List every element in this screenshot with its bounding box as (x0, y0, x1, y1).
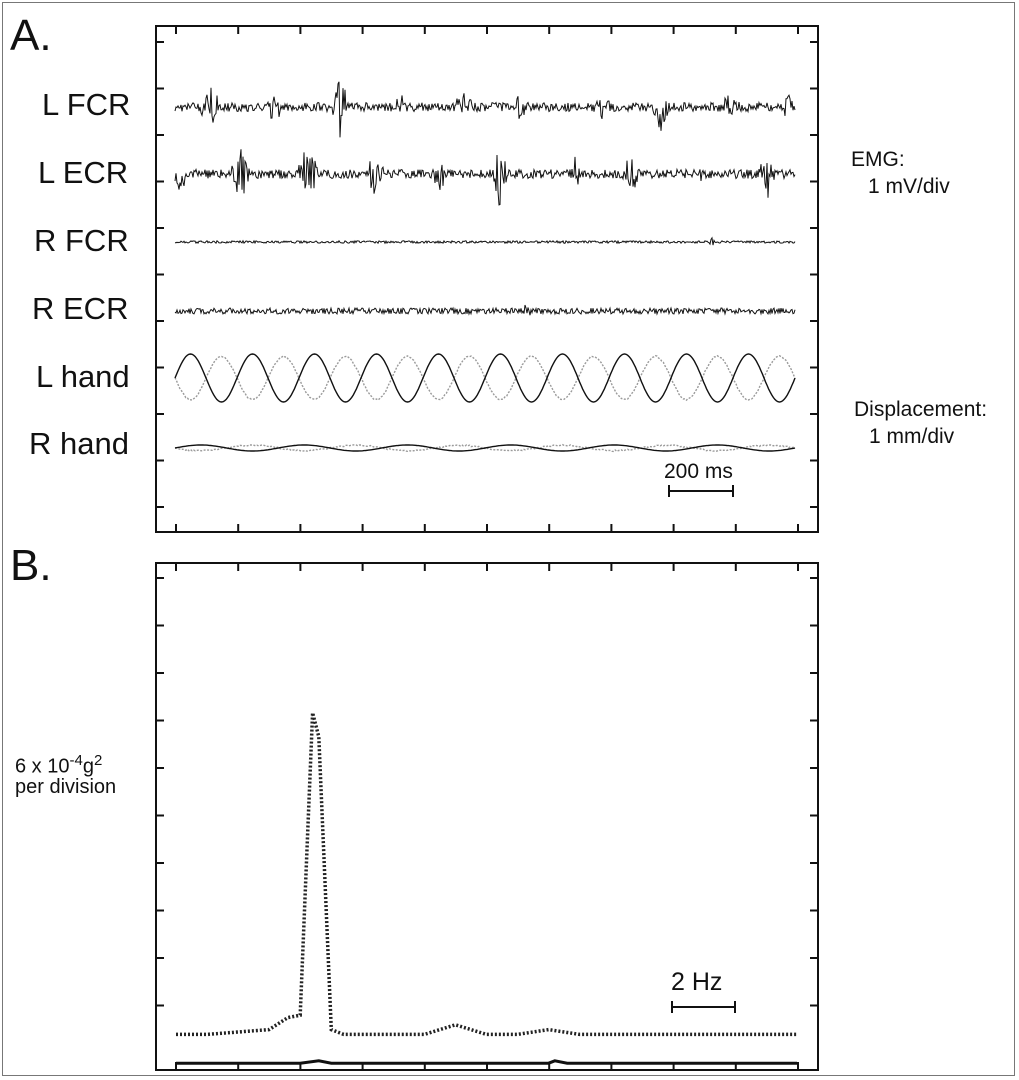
time-scalebar-label: 200 ms (664, 460, 733, 483)
trace-l-fcr (175, 82, 795, 138)
displacement-scale-value: 1 mm/div (869, 425, 955, 448)
series-baseline (176, 1061, 797, 1063)
trace-label-l-ecr: L ECR (38, 155, 129, 190)
trace-label-r-ecr: R ECR (32, 291, 129, 326)
trace-l-ecr (175, 149, 795, 205)
trace-label-l-hand: L hand (36, 359, 130, 394)
series-spectrum (176, 713, 797, 1035)
trace-l-hand (175, 354, 795, 402)
panel-b-plot (156, 563, 818, 1070)
trace-r-ecr (175, 305, 795, 315)
freq-scalebar-label: 2 Hz (671, 968, 723, 996)
trace-label-r-fcr: R FCR (34, 223, 129, 258)
emg-scale-title: EMG: (851, 148, 905, 171)
panel-b-ylabel: 6 x $10^{-4}g^2$ (15, 752, 103, 778)
panel-a-plot (156, 26, 818, 532)
trace-label-r-hand: R hand (29, 426, 129, 461)
panel-b-label: B. (10, 541, 52, 590)
panel-a-axes-box (156, 26, 818, 532)
trace-r-fcr (175, 238, 795, 245)
trace-label-l-fcr: L FCR (42, 87, 131, 122)
panel-a-label: A. (10, 11, 52, 60)
displacement-scale-title: Displacement: (854, 398, 988, 421)
panel-b-ylabel-line2: per division (15, 776, 117, 798)
panel-b-axes-box (156, 563, 818, 1070)
emg-scale-value: 1 mV/div (868, 175, 950, 198)
